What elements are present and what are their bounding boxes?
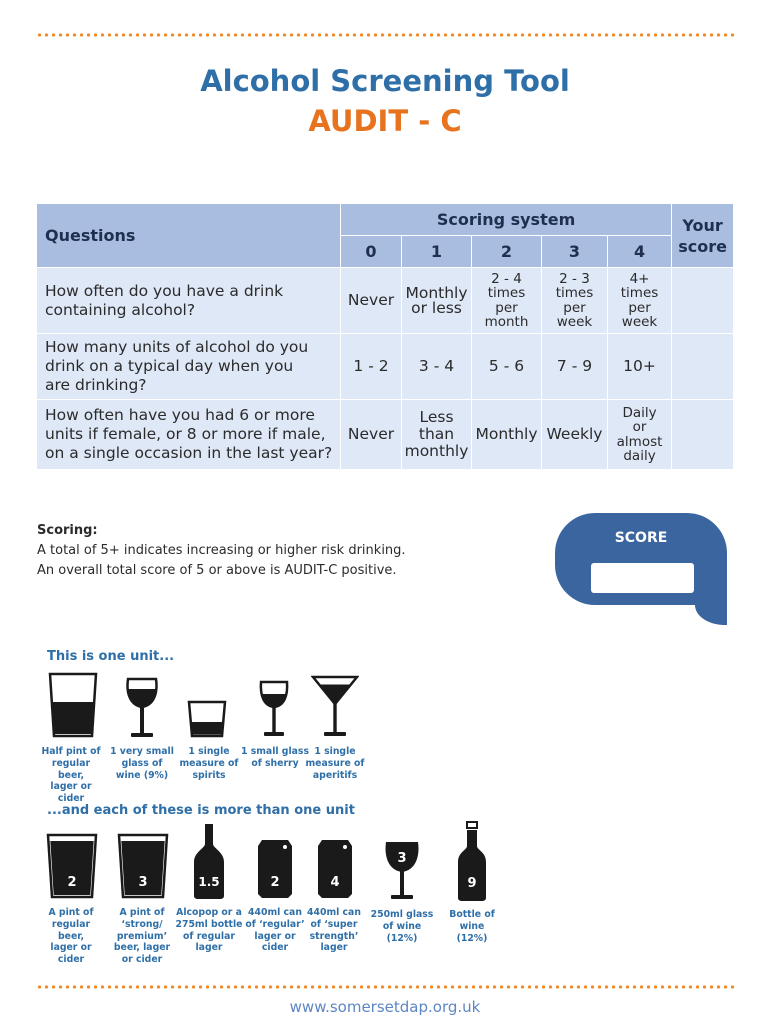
regular-can-icon <box>256 838 294 900</box>
answer-1-1: Monthly or less <box>402 268 472 334</box>
half-pint-icon <box>48 672 98 738</box>
score-box <box>555 513 727 625</box>
more-units-caption-6: 250ml glass of wine (12%) <box>370 909 434 944</box>
one-unit-caption-3: 1 single measure of spirits <box>179 746 239 781</box>
alcopop-bottle-icon <box>192 822 226 900</box>
bottom-dotted-rule <box>36 985 734 989</box>
sherry-glass-icon <box>258 680 290 738</box>
units-wine-glass: 3 <box>397 851 407 866</box>
more-units-caption-4: 440ml can of ‘regular’ lager or cider <box>245 907 305 954</box>
score-col-2: 2 <box>472 236 542 268</box>
units-regular-can: 2 <box>270 875 280 890</box>
units-alcopop: 1.5 <box>198 875 220 889</box>
question-1: How often do you have a drink containing alcohol? <box>37 268 341 334</box>
your-score-header <box>672 204 734 268</box>
answer-1-4: 4+ times per week <box>608 268 672 334</box>
units-super-can: 4 <box>330 875 340 890</box>
answer-2-3: 7 - 9 <box>542 334 608 400</box>
small-wine-glass-icon <box>124 677 160 739</box>
more-units-caption-1: A pint of regular beer, lager or cider <box>48 907 94 966</box>
table-row <box>37 334 734 400</box>
scoring-heading: Scoring: <box>37 523 98 538</box>
more-units-heading: ...and each of these is more than one unit <box>47 803 355 818</box>
score-input[interactable] <box>591 563 694 593</box>
scoring-line-1: A total of 5+ indicates increasing or higher risk drinking. <box>37 543 406 558</box>
score-col-3: 3 <box>542 236 608 268</box>
score-col-4: 4 <box>608 236 672 268</box>
super-strength-can-icon <box>316 838 354 900</box>
answer-2-2: 5 - 6 <box>472 334 542 400</box>
table-row <box>37 268 734 334</box>
scoring-line-2: An overall total score of 5 or above is AUDIT-C positive. <box>37 563 397 578</box>
your-score-cell-2[interactable] <box>672 334 734 400</box>
your-score-line1: Your <box>682 215 723 235</box>
table-row <box>37 400 734 470</box>
scoring-system-header: Scoring system <box>341 204 672 236</box>
answer-3-1: Less than monthly <box>402 400 472 470</box>
answer-3-4: Daily or almost daily <box>608 400 672 470</box>
one-unit-caption-5: 1 single measure of aperitifs <box>305 746 365 781</box>
answer-2-1: 3 - 4 <box>402 334 472 400</box>
top-dotted-rule <box>36 33 734 37</box>
more-units-caption-2: A pint of ‘strong/ premium’ beer, lager or cider <box>113 907 171 966</box>
large-wine-glass-icon <box>383 840 421 902</box>
answer-3-0: Never <box>341 400 402 470</box>
more-units-caption-5: 440ml can of ‘super strength’ lager <box>307 907 361 954</box>
audit-c-table <box>36 203 734 470</box>
your-score-line2: score <box>678 236 727 256</box>
answer-1-0: Never <box>341 268 402 334</box>
pint-glass-icon <box>46 833 98 899</box>
units-wine-bottle: 9 <box>467 876 477 891</box>
score-col-0: 0 <box>341 236 402 268</box>
units-strong-pint: 3 <box>138 875 148 890</box>
one-unit-caption-2: 1 very small glass of wine (9%) <box>110 746 174 781</box>
strong-pint-glass-icon <box>117 833 169 899</box>
question-3: How often have you had 6 or more units if female, or 8 or more if male, on a single occasion in the last year? <box>37 400 341 470</box>
one-unit-heading: This is one unit... <box>47 649 175 664</box>
score-label: SCORE <box>614 530 668 546</box>
questions-header: Questions <box>37 204 341 268</box>
answer-2-0: 1 - 2 <box>341 334 402 400</box>
one-unit-caption-4: 1 small glass of sherry <box>241 746 309 769</box>
footer-url[interactable]: www.somersetdap.org.uk <box>289 998 481 1016</box>
one-unit-caption-1: Half pint of regular beer, lager or cider <box>41 746 101 805</box>
more-units-caption-3: Alcopop or a 275ml bottle of regular lager <box>175 907 243 954</box>
units-pint: 2 <box>67 875 77 890</box>
more-units-caption-7: Bottle of wine (12%) <box>449 909 495 944</box>
question-2: How many units of alcohol do you drink on a typical day when you are drinking? <box>37 334 341 400</box>
answer-2-4: 10+ <box>608 334 672 400</box>
answer-1-3: 2 - 3 times per week <box>542 268 608 334</box>
answer-3-3: Weekly <box>542 400 608 470</box>
your-score-cell-1[interactable] <box>672 268 734 334</box>
answer-1-2: 2 - 4 times per month <box>472 268 542 334</box>
answer-3-2: Monthly <box>472 400 542 470</box>
spirits-glass-icon <box>187 700 227 738</box>
wine-bottle-icon <box>456 820 488 902</box>
your-score-cell-3[interactable] <box>672 400 734 470</box>
aperitif-glass-icon <box>311 674 359 738</box>
score-col-1: 1 <box>402 236 472 268</box>
page-subtitle: AUDIT - C <box>308 104 462 138</box>
page-title: Alcohol Screening Tool <box>200 64 570 98</box>
